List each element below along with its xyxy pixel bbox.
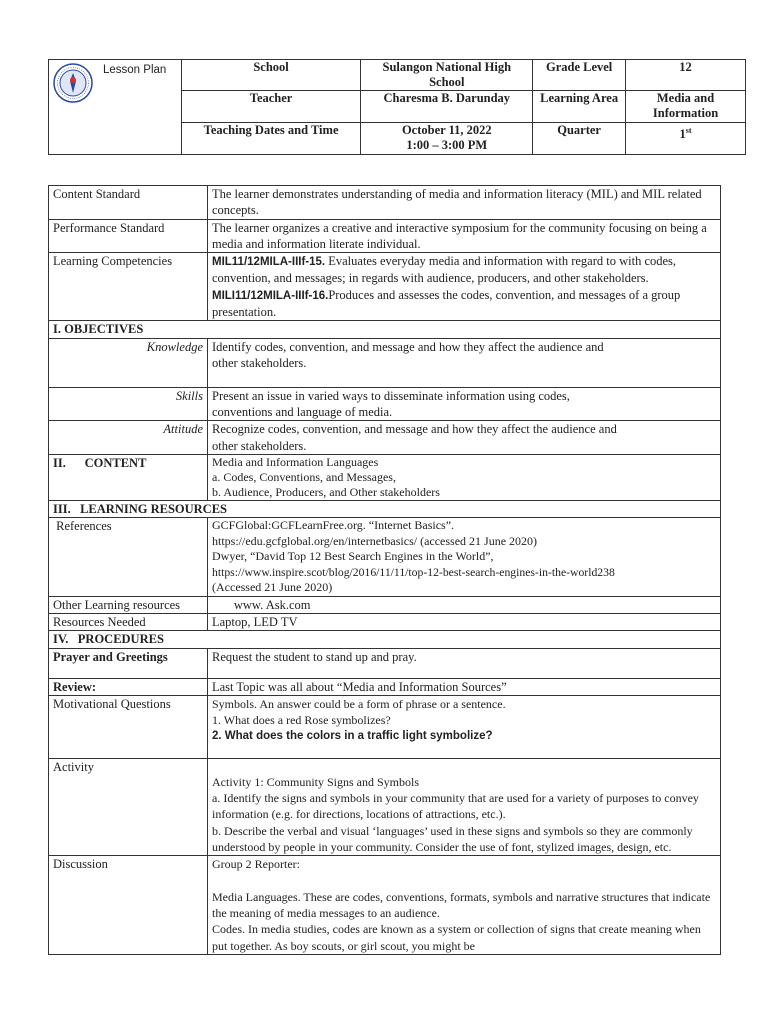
discussion-para-2: Codes. In media studies, codes are known as a system or collection of signs that create meaning when put together. As boy scouts, or girl scout, you might be (212, 922, 701, 953)
content-heading: II. CONTENT (49, 454, 208, 500)
other-resources-label: Other Learning resources (49, 596, 208, 613)
competency-1-code: MIL11/12MILA-IIIf-15. (212, 256, 326, 269)
attitude-row (49, 421, 721, 455)
competencies-row (49, 253, 721, 321)
reference-4: https://www.inspire.scot/blog/2016/11/11/top-12-best-search-engines-in-the-world238 (212, 565, 615, 579)
quarter-number: 1 (679, 127, 686, 142)
activity-title: Activity 1: Community Signs and Symbols (212, 774, 420, 789)
quarter-suffix: st (685, 126, 692, 135)
prayer-row (49, 648, 721, 678)
motivational-label: Motivational Questions (49, 695, 208, 758)
deped-seal-icon (53, 63, 93, 103)
other-resources-row (49, 596, 721, 613)
resources-needed-label: Resources Needed (49, 613, 208, 630)
competency-2-text: Produces and assesses the codes, convention, and messages of a group presentation. (212, 287, 681, 320)
quarter-label: Quarter (533, 123, 626, 155)
activity-label: Activity (49, 758, 208, 855)
teacher-value: Charesma B. Darunday (361, 91, 533, 123)
lesson-plan-label: Lesson Plan (103, 64, 167, 76)
prayer-label: Prayer and Greetings (49, 648, 208, 678)
dates-value (361, 123, 533, 155)
school-value: Sulangon National High School (361, 60, 533, 91)
reference-2: https://edu.gcfglobal.org/en/internetbasics/ (accessed 21 June 2020) (212, 533, 538, 548)
prayer-text: Request the student to stand up and pray. (208, 648, 721, 678)
activity-text (208, 758, 721, 855)
attitude-text: Recognize codes, convention, and message and how they affect the audience and other stakeholders. (208, 421, 721, 455)
teacher-label: Teacher (181, 91, 361, 123)
review-label: Review: (49, 678, 208, 695)
resources-row (49, 500, 721, 517)
skills-text: Present an issue in varied ways to disseminate information using codes, conventions and language of media. (208, 387, 721, 421)
lesson-table (48, 185, 721, 955)
motivational-line-3: 2. What does the colors in a traffic light symbolize? (212, 730, 493, 743)
area-value: Media and Information (626, 91, 746, 123)
references-label: References (49, 518, 208, 597)
grade-label: Grade Level (533, 60, 626, 91)
resources-heading: III. LEARNING RESOURCES (49, 500, 721, 517)
knowledge-row (49, 338, 721, 387)
discussion-label: Discussion (49, 856, 208, 954)
discussion-para-1: Media Languages. These are codes, conventions, formats, symbols and narrative structures that indicate the meaning of media messages to an audience. (212, 889, 711, 920)
review-row (49, 678, 721, 695)
knowledge-text: Identify codes, convention, and message and how they affect the audience and other stakeholders. (208, 338, 721, 387)
motivational-line-2: 1. What does a red Rose symbolizes? (212, 713, 391, 728)
objectives-row (49, 321, 721, 338)
competency-2-code: MILI11/12MILA-IIIf-16. (212, 289, 329, 302)
skills-label: Skills (49, 387, 208, 421)
reference-3: Dwyer, “David Top 12 Best Search Engines in the World”, (212, 549, 494, 564)
procedures-row (49, 631, 721, 648)
content-standard-row (49, 186, 721, 220)
content-row (49, 454, 721, 500)
attitude-label: Attitude (49, 421, 208, 455)
performance-standard-row (49, 219, 721, 253)
dates-label: Teaching Dates and Time (181, 123, 361, 155)
content-line-3: b. Audience, Producers, and Other stakeholders (212, 484, 440, 499)
resources-needed-text: Laptop, LED TV (208, 613, 721, 630)
other-resources-text: www. Ask.com (208, 596, 721, 613)
date-value: October 11, 2022 (401, 123, 492, 137)
logo-cell (49, 60, 182, 155)
content-line-1: Media and Information Languages (212, 454, 379, 469)
activity-row (49, 758, 721, 855)
activity-item-a: a. Identify the signs and symbols in your community that are used for a variety of purposes to convey information (e.g. for directions, locations of attractions, etc.). (212, 791, 699, 822)
competency-1-text: Evaluates everyday media and information with regard to with codes, convention, and messages; in regards with audience, producers, and other stakeholders. (212, 254, 677, 286)
time-value: 1:00 – 3:00 PM (406, 138, 488, 152)
content-standard-label: Content Standard (49, 186, 208, 220)
motivational-line-1: Symbols. An answer could be a form of phrase or a sentence. (212, 696, 506, 711)
content-line-2: a. Codes, Conventions, and Messages, (212, 469, 396, 484)
discussion-row (49, 856, 721, 954)
quarter-value (626, 123, 746, 155)
competencies-text (208, 253, 721, 321)
reference-1: GCFGlobal:GCFLearnFree.org. “Internet Basics”. (212, 518, 455, 533)
knowledge-label: Knowledge (49, 338, 208, 387)
references-text (208, 518, 721, 597)
discussion-reporter: Group 2 Reporter: (212, 857, 300, 872)
activity-item-b: b. Describe the verbal and visual ‘languages’ used in these signs and symbols so they are commonly understood by people in your community. Consider the use of font, stylized images, design, etc. (212, 823, 693, 855)
performance-standard-label: Performance Standard (49, 219, 208, 253)
resources-needed-row (49, 613, 721, 630)
competencies-label: Learning Competencies (49, 253, 208, 321)
motivational-text (208, 695, 721, 758)
skills-row (49, 387, 721, 421)
procedures-heading: IV. PROCEDURES (49, 631, 721, 648)
references-row (49, 518, 721, 597)
review-text: Last Topic was all about “Media and Information Sources” (208, 678, 721, 695)
objectives-heading: I. OBJECTIVES (49, 321, 721, 338)
school-label: School (181, 60, 361, 91)
reference-5: (Accessed 21 June 2020) (212, 580, 333, 595)
grade-value: 12 (626, 60, 746, 91)
content-standard-value: The learner demonstrates understanding of media and information literacy (MIL) and MIL related concepts. (212, 187, 702, 218)
motivational-row (49, 695, 721, 758)
area-label: Learning Area (533, 91, 626, 123)
content-text (208, 454, 721, 500)
discussion-text (208, 856, 721, 954)
content-standard-text (208, 186, 721, 220)
header-table (48, 59, 746, 155)
performance-standard-text: The learner organizes a creative and interactive symposium for the community focusing on being a media and information literate individual. (208, 219, 721, 253)
